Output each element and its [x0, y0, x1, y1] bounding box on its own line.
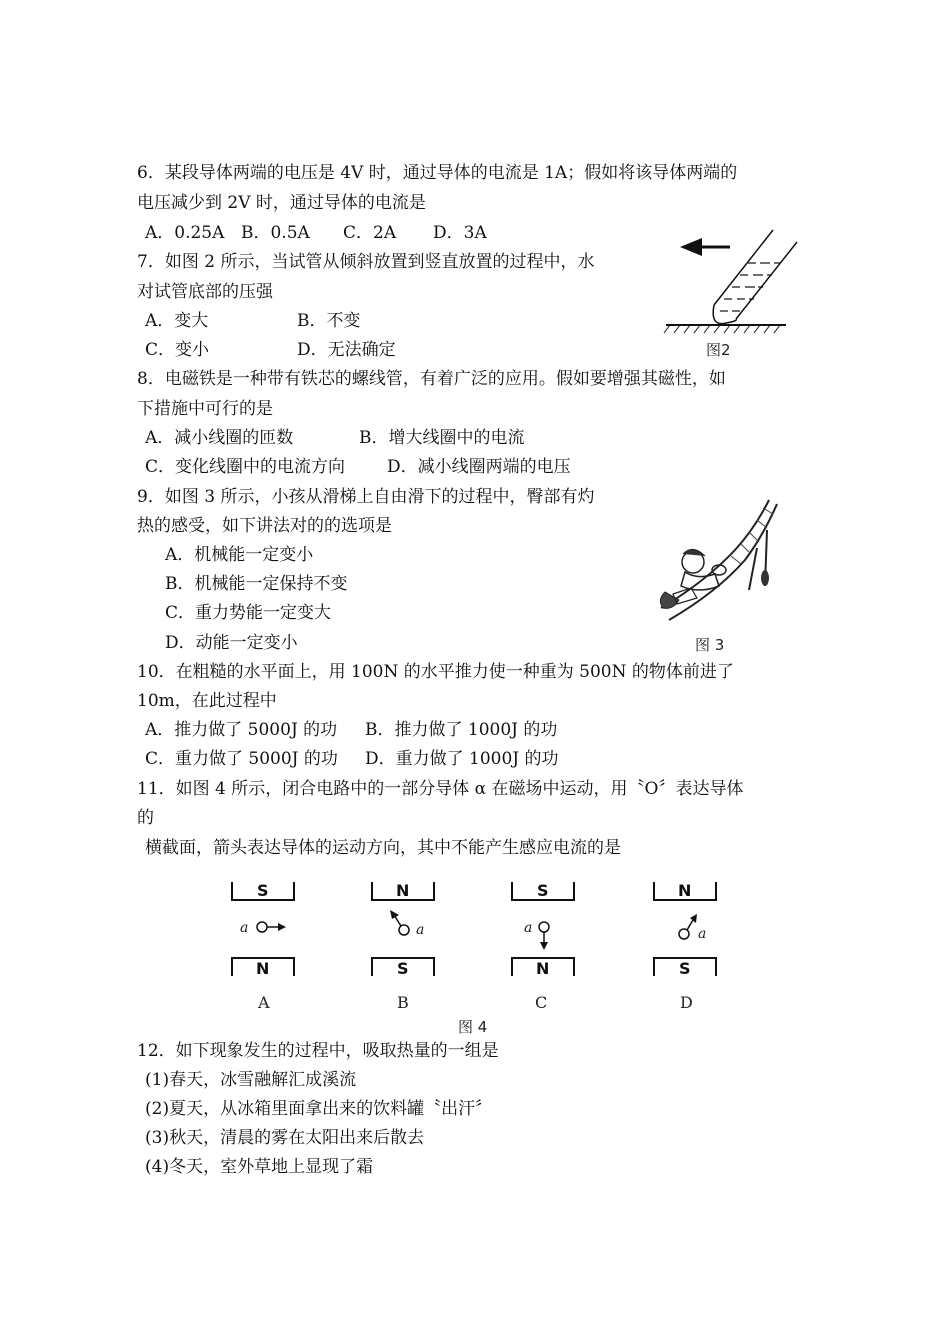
q7-option-b: B．不变 — [297, 311, 361, 331]
panel-b-bottom-pole: S — [397, 959, 409, 978]
tube-left-wall — [714, 230, 773, 305]
q11-stem-line1: 11．如图 4 所示，闭合电路中的一部分导体 α 在磁场中运动，用〝O〞表达导体 — [137, 779, 744, 799]
q6-option-d: D．3A — [433, 223, 487, 243]
panel-b-label: B — [397, 993, 409, 1012]
q7-option-d: D．无法确定 — [297, 340, 396, 360]
panel-c-conductor-label: a — [524, 920, 533, 936]
q9-stem-line1: 9．如图 3 所示，小孩从滑梯上自由滑下的过程中，臀部有灼 — [137, 487, 595, 507]
panel-d-label: D — [680, 993, 693, 1012]
q10-stem-line1: 10．在粗糙的水平面上，用 100N 的水平推力使一种重为 500N 的物体前进了 — [137, 662, 734, 682]
q10-option-c: C．重力做了 5000J 的功 — [145, 749, 338, 769]
q8-option-a: A．减小线圈的匝数 — [145, 428, 294, 448]
panel-a — [232, 881, 294, 1012]
q8-option-b: B．增大线圈中的电流 — [359, 428, 525, 448]
panel-c — [512, 881, 574, 1012]
q8-option-c: C．变化线圈中的电流方向 — [145, 457, 346, 477]
panel-c-label: C — [535, 993, 548, 1012]
panel-b-arrowhead — [390, 910, 399, 919]
q10-options-row1 — [145, 719, 557, 741]
figure-2-test-tube — [660, 225, 800, 365]
q8-options-row1 — [145, 427, 525, 449]
tube-bottom — [713, 305, 736, 324]
panel-c-bottom-pole: N — [536, 959, 550, 978]
slide-rail-upper — [661, 500, 769, 608]
panel-b — [372, 881, 434, 1012]
q6-stem-line2: 电压减少到 2V 时，通过导体的电流是 — [137, 193, 426, 213]
panel-d — [654, 881, 716, 1012]
q6-option-c: C．2A — [343, 223, 397, 243]
child-shoe — [660, 592, 679, 608]
panel-b-conductor-label: a — [416, 922, 425, 938]
panel-b-top-pole: N — [396, 881, 410, 900]
q10-option-d: D．重力做了 1000J 的功 — [365, 749, 559, 769]
direction-arrow-head — [680, 238, 702, 256]
q10-option-a: A．推力做了 5000J 的功 — [145, 720, 338, 740]
q7-option-c: C．变小 — [145, 340, 210, 360]
figure-4-magnets — [220, 870, 730, 1040]
q9-stem-line2: 热的感受，如下讲法对的的选项是 — [137, 516, 392, 536]
panel-d-motion-arrow — [687, 920, 693, 930]
panel-a-conductor-label: a — [240, 920, 249, 936]
q8-options-row2 — [145, 456, 571, 478]
figure-3-slide — [645, 490, 785, 655]
q12-item-3: (3)秋天，清晨的雾在太阳出来后散去 — [145, 1128, 425, 1148]
q12-item-1: (1)春天，冰雪融解汇成溪流 — [145, 1070, 357, 1090]
panel-c-arrowhead — [540, 942, 548, 950]
panel-b-conductor — [399, 925, 409, 935]
q7-stem-line1: 7．如图 2 所示，当试管从倾斜放置到竖直放置的过程中，水 — [137, 252, 595, 272]
q9-option-a: A．机械能一定变小 — [165, 545, 314, 565]
q9-option-d: D．动能一定变小 — [165, 633, 298, 653]
q12-item-4: (4)冬天，室外草地上显现了霜 — [145, 1157, 374, 1177]
q11-stem-line2: 的 — [137, 808, 154, 828]
panel-a-top-pole: S — [257, 881, 269, 900]
q7-option-a: A．变大 — [145, 311, 209, 331]
figure-3-label: 图 3 — [695, 636, 725, 654]
figure-4-label: 图 4 — [458, 1018, 488, 1036]
q10-stem-line2: 10m，在此过程中 — [137, 691, 277, 711]
panel-d-top-pole: N — [678, 881, 692, 900]
panel-c-conductor — [539, 922, 549, 932]
q6-options — [145, 222, 487, 244]
q6-option-b: B．0.5A — [241, 223, 310, 243]
panel-a-conductor — [257, 922, 267, 932]
panel-d-arrowhead — [690, 914, 697, 923]
panel-d-conductor — [679, 929, 689, 939]
q10-options-row2 — [145, 748, 559, 770]
panel-c-top-pole: S — [537, 881, 549, 900]
panel-d-conductor-label: a — [698, 926, 707, 942]
panel-a-bottom-pole: N — [256, 959, 270, 978]
q9-option-b: B．机械能一定保持不变 — [165, 574, 348, 594]
q8-stem-line2: 下措施中可行的是 — [137, 399, 273, 419]
q6-option-a: A．0.25A — [145, 223, 225, 243]
q12-item-2: (2)夏天，从冰箱里面拿出来的饮料罐〝出汗〞 — [145, 1099, 493, 1119]
q11-stem-line3: 横截面，箭头表达导体的运动方向，其中不能产生感应电流的是 — [145, 838, 621, 858]
q6-stem-line1: 6．某段导体两端的电压是 4V 时，通过导体的电流是 1A；假如将该导体两端的 — [137, 163, 738, 183]
child-leg — [673, 588, 697, 604]
tube-right-wall — [736, 242, 797, 319]
q7-options-row1 — [145, 310, 361, 332]
panel-a-arrowhead — [278, 923, 286, 931]
q8-stem-line1: 8．电磁铁是一种带有铁芯的螺线管，有着广泛的应用。假如要增强其磁性，如 — [137, 369, 726, 389]
panel-d-bottom-pole: S — [679, 959, 691, 978]
q12-stem: 12．如下现象发生的过程中，吸取热量的一组是 — [137, 1041, 499, 1061]
panel-a-label: A — [258, 993, 270, 1012]
q9-option-c: C．重力势能一定变大 — [165, 603, 332, 623]
ground-hatch — [664, 325, 780, 333]
q7-stem-line2: 对试管底部的压强 — [137, 282, 273, 302]
q8-option-d: D．减小线圈两端的电压 — [387, 457, 571, 477]
q7-options-row2 — [145, 339, 396, 361]
child-hair — [683, 549, 705, 556]
q10-option-b: B．推力做了 1000J 的功 — [365, 720, 558, 740]
slide-leg-foot — [761, 570, 769, 586]
figure-2-label: 图2 — [706, 341, 731, 359]
